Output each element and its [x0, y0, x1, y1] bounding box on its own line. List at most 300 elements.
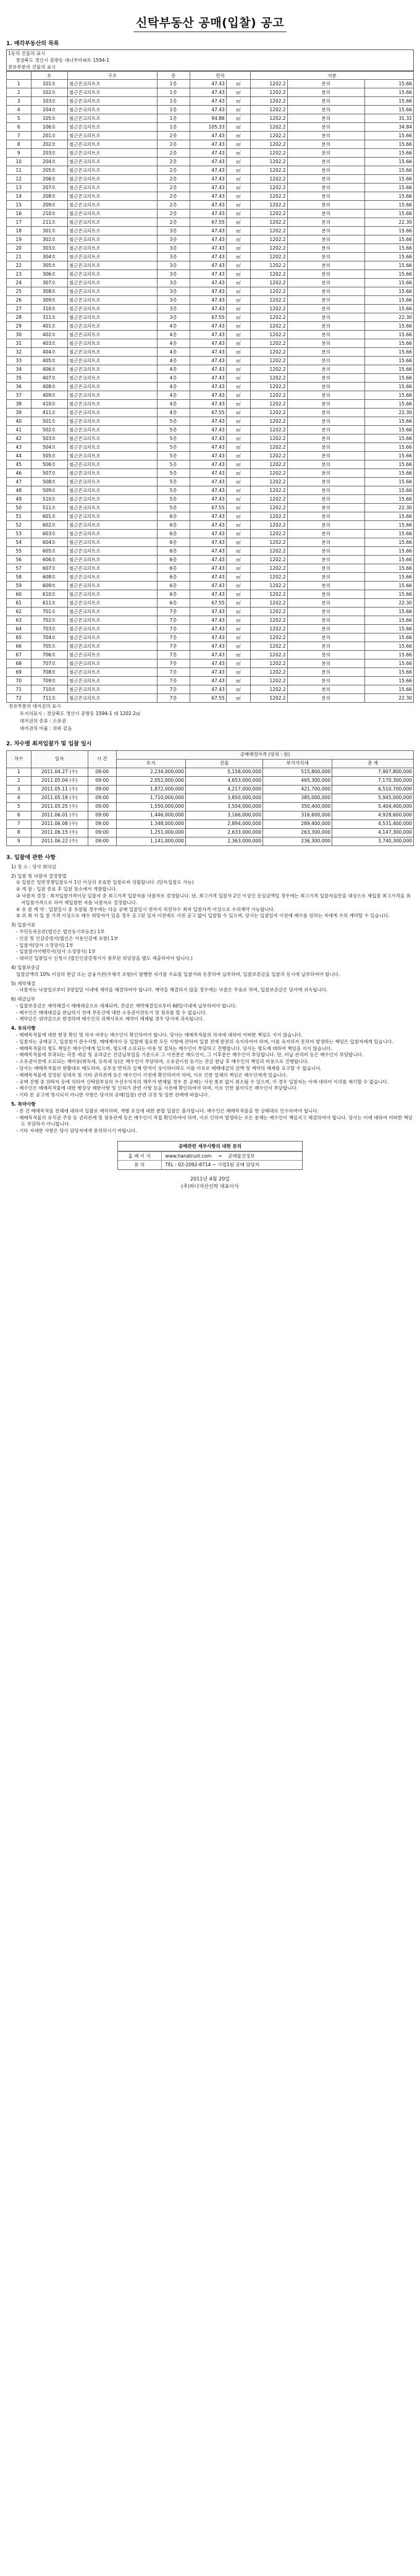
table-cell: 철근콘크리트조: [67, 608, 157, 616]
table-cell: 47.43: [190, 383, 226, 391]
table-cell: 1202.2: [251, 296, 287, 305]
units-header-cell: 구조: [67, 72, 157, 80]
table-cell: ㎡: [226, 357, 251, 365]
table-cell: 69: [7, 668, 32, 677]
table-cell: 1층: [157, 114, 190, 123]
table-cell: 2층: [157, 192, 190, 201]
table-cell: 20: [7, 244, 32, 253]
table-cell: 47.43: [190, 132, 226, 140]
table-cell: 509호: [31, 486, 67, 495]
table-row: [7, 828, 414, 837]
table-cell: 1202.2: [251, 357, 287, 365]
terms-paragraph: - 매매목적물의 유치권 주장 등 권리관계 및 점유관계 등은 매수인이 직접 확인하여야 하며, 이로 인하여 발생하는 모든 문제는 매수인이 책임지고 해결하여야 합니다. 당사는 이에 대하여 어떠한 책임도 부담하지 아니합니다.: [16, 1114, 413, 1127]
table-cell: 62: [7, 608, 32, 616]
terms-paragraph: - 대리인 입찰일시 신청시 (법인인감증명서가 첨부된 위임장을 별도 제출하여야 합니다.): [16, 955, 193, 962]
table-cell: 31.32: [364, 114, 413, 123]
table-cell: 22.30: [364, 694, 413, 703]
table-cell: ㎡: [226, 659, 251, 668]
table-cell: 47.43: [190, 426, 226, 434]
table-cell: 47.43: [190, 192, 226, 201]
table-row: [7, 668, 414, 677]
terms-paragraph: - 소유권이전에 소요되는 제비용(취득세, 등록세 등)은 매수인이 부담하며, 소유권이전 등기는 잔금 완납 후 매수인의 책임과 비용으로 진행합니다.: [16, 1059, 309, 1065]
table-cell: 철근콘크리트조: [67, 651, 157, 659]
table-cell: 분의: [287, 677, 364, 685]
table-cell: 610호: [31, 590, 67, 599]
table-cell: 606호: [31, 556, 67, 564]
table-cell: 47.43: [190, 434, 226, 443]
table-cell: 철근콘크리트조: [67, 192, 157, 201]
table-cell: 분의: [287, 694, 364, 703]
table-cell: 5층: [157, 469, 190, 478]
table-row: [7, 651, 414, 659]
table-cell: 1202.2: [251, 184, 287, 192]
table-cell: 2011.04.27 (수): [31, 768, 88, 776]
table-cell: 철근콘크리트조: [67, 564, 157, 573]
table-cell: 5층: [157, 434, 190, 443]
table-cell: 분의: [287, 235, 364, 244]
table-row: [7, 149, 414, 158]
table-cell: 47.43: [190, 486, 226, 495]
table-cell: 47.43: [190, 642, 226, 651]
table-cell: 철근콘크리트조: [67, 409, 157, 417]
table-cell: 분의: [287, 132, 364, 140]
table-cell: ㎡: [226, 512, 251, 521]
table-cell: 15.66: [364, 270, 413, 279]
table-cell: 철근콘크리트조: [67, 184, 157, 192]
table-cell: 47.43: [190, 140, 226, 149]
table-row: [7, 564, 414, 573]
table-cell: 47: [7, 478, 32, 486]
table-cell: 철근콘크리트조: [67, 685, 157, 694]
table-cell: 47.43: [190, 495, 226, 504]
table-cell: 47.43: [190, 175, 226, 184]
table-cell: 711호: [31, 694, 67, 703]
listing-link[interactable]: 공매물건정보: [228, 1153, 255, 1159]
terms-paragraph: 4. 유의사항: [11, 1025, 36, 1032]
table-cell: 분의: [287, 434, 364, 443]
table-cell: 5층: [157, 417, 190, 426]
table-cell: ㎡: [226, 374, 251, 383]
table-cell: 1202.2: [251, 261, 287, 270]
table-cell: 67.55: [190, 694, 226, 703]
table-cell: 분의: [287, 573, 364, 582]
table-cell: 47.43: [190, 530, 226, 538]
table-cell: ㎡: [226, 434, 251, 443]
terms-paragraph: - 본 건 매매목적물 전체에 대하여 일괄로 매각하며, 개별 호실에 대한 분할 입찰은 불가합니다. 매수인은 매매목적물을 현 상태대로 인수하여야 합니다.: [16, 1108, 319, 1114]
table-cell: 15.66: [364, 391, 413, 400]
table-cell: 6: [7, 811, 32, 820]
table-cell: 철근콘크리트조: [67, 322, 157, 331]
table-cell: 408호: [31, 383, 67, 391]
table-cell: 1202.2: [251, 132, 287, 140]
table-cell: 1202.2: [251, 651, 287, 659]
table-cell: 47.43: [190, 166, 226, 175]
table-cell: ㎡: [226, 573, 251, 582]
table-cell: 701호: [31, 608, 67, 616]
table-cell: ㎡: [226, 244, 251, 253]
table-cell: 47.43: [190, 296, 226, 305]
table-cell: 6층: [157, 556, 190, 564]
table-cell: 1202.2: [251, 313, 287, 322]
table-cell: 503호: [31, 434, 67, 443]
table-cell: 465,300,000: [263, 776, 332, 785]
table-cell: 15.66: [364, 659, 413, 668]
table-row: [7, 768, 414, 776]
table-cell: 15.66: [364, 486, 413, 495]
table-cell: 47.43: [190, 149, 226, 158]
inquiry-heading: 공매관련 세부사항의 대한 문의: [118, 1142, 302, 1151]
table-cell: 6: [7, 123, 32, 132]
table-cell: 6층: [157, 564, 190, 573]
terms-paragraph: ⑤ 위 최 저 입 찰 가격 이상으로 매수 희망자가 있을 경우 공고된 일자 이전에도 사전 공고 없이 입찰할 수 있으며, 당사는 입찰일자 이전에 매수를 원하는 자에게 수의 계약할 수 있습니다.: [16, 913, 390, 919]
table-cell: ㎡: [226, 313, 251, 322]
table-cell: 502호: [31, 426, 67, 434]
table-cell: 12: [7, 175, 32, 184]
table-cell: ㎡: [226, 521, 251, 530]
table-cell: 철근콘크리트조: [67, 659, 157, 668]
table-row: [7, 547, 414, 556]
table-cell: ㎡: [226, 608, 251, 616]
table-cell: 7: [7, 820, 32, 828]
table-cell: 702호: [31, 616, 67, 625]
table-cell: 1202.2: [251, 400, 287, 409]
table-cell: 1202.2: [251, 659, 287, 668]
table-row: [7, 659, 414, 668]
table-cell: 9: [7, 837, 32, 845]
table-cell: 1202.2: [251, 270, 287, 279]
table-cell: 철근콘크리트조: [67, 521, 157, 530]
land-rights-line: 전유부분의 대지권의 표시: [9, 703, 61, 710]
table-row: [7, 80, 414, 88]
table-cell: 47.43: [190, 201, 226, 210]
schedule-subheader-cell: 토지: [116, 759, 185, 768]
table-cell: 09:00: [88, 811, 116, 820]
table-cell: 4,147,300,000: [332, 828, 414, 837]
table-cell: ㎡: [226, 192, 251, 201]
table-cell: 분의: [287, 158, 364, 166]
table-cell: 5,158,000,000: [185, 768, 262, 776]
table-cell: 47.43: [190, 88, 226, 97]
table-cell: 68: [7, 659, 32, 668]
table-cell: 505호: [31, 452, 67, 460]
table-row: [7, 694, 414, 703]
table-cell: ㎡: [226, 279, 251, 287]
table-cell: 404호: [31, 348, 67, 357]
terms-paragraph: - 입찰보증금은 계약체결시 매매대금으로 대체되며, 잔금은 계약체결일로부터 60일이내에 납부하여야 합니다.: [16, 1002, 237, 1009]
table-cell: 분의: [287, 184, 364, 192]
table-cell: 15.66: [364, 530, 413, 538]
table-cell: 47.43: [190, 573, 226, 582]
table-cell: 15.66: [364, 374, 413, 383]
table-cell: 15: [7, 201, 32, 210]
table-row: [7, 253, 414, 261]
table-cell: 분의: [287, 218, 364, 227]
table-cell: 7층: [157, 642, 190, 651]
table-cell: ㎡: [226, 365, 251, 374]
table-cell: 15.66: [364, 80, 413, 88]
table-cell: ㎡: [226, 287, 251, 296]
table-cell: 분의: [287, 210, 364, 218]
table-cell: 분의: [287, 279, 364, 287]
table-cell: 1202.2: [251, 521, 287, 530]
terms-paragraph: 6) 대금납부: [11, 996, 36, 1002]
table-row: [7, 331, 414, 339]
inquiry-table: [118, 1151, 302, 1169]
table-cell: ㎡: [226, 166, 251, 175]
table-cell: 26: [7, 296, 32, 305]
table-cell: 1202.2: [251, 114, 287, 123]
table-cell: 철근콘크리트조: [67, 305, 157, 313]
table-cell: 분의: [287, 495, 364, 504]
table-cell: 5층: [157, 426, 190, 434]
table-cell: 15.66: [364, 443, 413, 452]
table-cell: 3: [7, 97, 32, 106]
table-cell: 56: [7, 556, 32, 564]
table-cell: 14: [7, 192, 32, 201]
table-cell: 4층: [157, 374, 190, 383]
table-cell: ㎡: [226, 495, 251, 504]
table-cell: 1층: [157, 88, 190, 97]
table-cell: ㎡: [226, 114, 251, 123]
table-cell: ㎡: [226, 452, 251, 460]
table-cell: 310호: [31, 305, 67, 313]
table-cell: 302호: [31, 235, 67, 244]
homepage-link[interactable]: www.hanatrust.com: [165, 1153, 212, 1159]
table-cell: 철근콘크리트조: [67, 88, 157, 97]
table-cell: 55: [7, 547, 32, 556]
table-cell: ㎡: [226, 538, 251, 547]
table-cell: 30: [7, 331, 32, 339]
table-cell: 1202.2: [251, 192, 287, 201]
table-cell: 분의: [287, 313, 364, 322]
table-cell: 47.43: [190, 374, 226, 383]
land-rights-line: 대지권의 비율 : 위와 같음: [20, 726, 72, 732]
table-cell: 101호: [31, 80, 67, 88]
table-cell: 1202.2: [251, 253, 287, 261]
table-cell: 5층: [157, 504, 190, 512]
table-cell: 47.43: [190, 357, 226, 365]
table-cell: 15.66: [364, 235, 413, 244]
units-body: [7, 80, 414, 703]
table-row: [7, 582, 414, 590]
table-cell: 309호: [31, 296, 67, 305]
table-cell: 236,300,000: [263, 837, 332, 845]
table-cell: 409호: [31, 391, 67, 400]
table-cell: 1202.2: [251, 88, 287, 97]
table-cell: 15.66: [364, 201, 413, 210]
table-cell: 철근콘크리트조: [67, 374, 157, 383]
table-cell: 203호: [31, 149, 67, 158]
table-cell: ㎡: [226, 677, 251, 685]
table-row: [7, 625, 414, 633]
table-cell: 1202.2: [251, 538, 287, 547]
table-cell: 3층: [157, 261, 190, 270]
table-row: [7, 538, 414, 547]
section-3-heading: 3. 입찰에 관한 사항: [6, 854, 56, 861]
table-cell: 철근콘크리트조: [67, 573, 157, 582]
table-cell: 철근콘크리트조: [67, 201, 157, 210]
table-cell: 47.43: [190, 270, 226, 279]
table-cell: 철근콘크리트조: [67, 235, 157, 244]
table-cell: 3층: [157, 227, 190, 235]
table-cell: 1,348,000,000: [116, 820, 185, 828]
table-cell: 1202.2: [251, 140, 287, 149]
table-cell: ㎡: [226, 149, 251, 158]
table-cell: 분의: [287, 365, 364, 374]
inquiry-row: [118, 1161, 302, 1169]
table-row: [7, 244, 414, 253]
table-cell: 철근콘크리트조: [67, 694, 157, 703]
table-cell: 1202.2: [251, 443, 287, 452]
table-cell: 6층: [157, 512, 190, 521]
table-cell: 22.30: [364, 504, 413, 512]
table-cell: ㎡: [226, 322, 251, 331]
table-cell: 철근콘크리트조: [67, 253, 157, 261]
table-cell: 4: [7, 106, 32, 114]
table-cell: 철근콘크리트조: [67, 227, 157, 235]
table-cell: ㎡: [226, 218, 251, 227]
table-cell: 207호: [31, 184, 67, 192]
table-row: [7, 383, 414, 391]
table-row: [7, 132, 414, 140]
table-cell: 1202.2: [251, 383, 287, 391]
table-cell: 철근콘크리트조: [67, 114, 157, 123]
table-cell: 철근콘크리트조: [67, 339, 157, 348]
table-cell: 7층: [157, 625, 190, 633]
table-cell: ㎡: [226, 391, 251, 400]
table-cell: 6층: [157, 547, 190, 556]
table-cell: 분의: [287, 348, 364, 357]
prop-line: 경상북도 경산시 중방동 대나무아파트 1594-1: [15, 57, 110, 64]
table-cell: 2층: [157, 210, 190, 218]
table-cell: 1202.2: [251, 218, 287, 227]
table-cell: 47.43: [190, 339, 226, 348]
table-cell: 분의: [287, 244, 364, 253]
table-row: [7, 235, 414, 244]
table-cell: 분의: [287, 374, 364, 383]
table-cell: 1202.2: [251, 348, 287, 357]
table-cell: 8: [7, 140, 32, 149]
table-cell: 47.43: [190, 261, 226, 270]
table-cell: 철근콘크리트조: [67, 590, 157, 599]
table-cell: 29: [7, 322, 32, 331]
table-cell: 분의: [287, 253, 364, 261]
table-cell: 32: [7, 348, 32, 357]
table-cell: 분의: [287, 582, 364, 590]
table-cell: 분의: [287, 106, 364, 114]
table-cell: 철근콘크리트조: [67, 443, 157, 452]
table-cell: 2011.06.08 (수): [31, 820, 88, 828]
table-cell: ㎡: [226, 400, 251, 409]
table-cell: 2층: [157, 149, 190, 158]
table-cell: 3,504,000,000: [185, 802, 262, 811]
table-cell: 52: [7, 521, 32, 530]
table-cell: 407호: [31, 374, 67, 383]
table-cell: ㎡: [226, 88, 251, 97]
page-title: 신탁부동산 공매(입찰) 공고: [6, 0, 414, 38]
table-row: [7, 140, 414, 149]
table-cell: 15.66: [364, 452, 413, 460]
arrow-right-icon: →: [217, 1153, 222, 1159]
units-header-cell: 호: [31, 72, 67, 80]
table-cell: 47.43: [190, 322, 226, 331]
table-cell: 2층: [157, 218, 190, 227]
table-cell: 분의: [287, 685, 364, 694]
table-cell: 15.66: [364, 434, 413, 443]
table-cell: 분의: [287, 564, 364, 573]
table-cell: 64: [7, 625, 32, 633]
table-cell: 1202.2: [251, 668, 287, 677]
table-row: [7, 452, 414, 460]
table-cell: 1202.2: [251, 564, 287, 573]
table-cell: 3층: [157, 296, 190, 305]
table-cell: 1202.2: [251, 227, 287, 235]
table-cell: 15.66: [364, 97, 413, 106]
table-cell: 61: [7, 599, 32, 608]
property-description: [6, 49, 414, 71]
table-cell: 분의: [287, 123, 364, 132]
table-cell: 47.43: [190, 158, 226, 166]
table-cell: 철근콘크리트조: [67, 582, 157, 590]
table-cell: 506호: [31, 460, 67, 469]
table-cell: ㎡: [226, 417, 251, 426]
table-cell: 5층: [157, 443, 190, 452]
terms-paragraph: - 공매 진행 중 위탁자 등에 의하여 신탁원부상의 우선수익자의 채무가 변제될 경우 본 공매는 사전 통보 없이 취소될 수 있으며, 이 경우 입찰자는 이에 대하여 이의를 제기할 수 없습니다.: [16, 1078, 389, 1085]
table-cell: 2: [7, 776, 32, 785]
table-cell: 34.84: [364, 123, 413, 132]
table-cell: 09:00: [88, 785, 116, 794]
table-cell: 15.66: [364, 166, 413, 175]
table-cell: 분의: [287, 114, 364, 123]
table-cell: 303호: [31, 244, 67, 253]
table-cell: 16: [7, 210, 32, 218]
table-cell: 6층: [157, 530, 190, 538]
table-cell: ㎡: [226, 504, 251, 512]
table-cell: 3층: [157, 244, 190, 253]
table-cell: 7층: [157, 608, 190, 616]
table-cell: 철근콘크리트조: [67, 244, 157, 253]
table-cell: 철근콘크리트조: [67, 296, 157, 305]
table-cell: 47.43: [190, 547, 226, 556]
table-row: [7, 357, 414, 365]
table-cell: 38: [7, 400, 32, 409]
table-cell: 7,170,300,000: [332, 776, 414, 785]
table-cell: ㎡: [226, 599, 251, 608]
table-cell: 4층: [157, 322, 190, 331]
terms-paragraph: ② 개 찰 : 입찰 종료 후 입찰 장소에서 개찰합니다.: [16, 886, 117, 892]
table-cell: 7층: [157, 685, 190, 694]
table-cell: ㎡: [226, 426, 251, 434]
table-cell: 2011.06.15 (수): [31, 828, 88, 837]
table-cell: ㎡: [226, 106, 251, 114]
table-cell: 2층: [157, 184, 190, 192]
table-cell: 철근콘크리트조: [67, 452, 157, 460]
table-cell: 철근콘크리트조: [67, 279, 157, 287]
table-cell: 7: [7, 132, 32, 140]
table-cell: 15.66: [364, 365, 413, 374]
table-cell: 311호: [31, 313, 67, 322]
table-cell: 15.66: [364, 651, 413, 659]
table-row: [7, 642, 414, 651]
table-cell: 철근콘크리트조: [67, 616, 157, 625]
table-cell: 1202.2: [251, 599, 287, 608]
table-cell: 209호: [31, 201, 67, 210]
table-row: [7, 166, 414, 175]
table-cell: 철근콘크리트조: [67, 400, 157, 409]
terms-paragraph: ③ 낙찰자 결정 : 최저입찰가격이상 입찰자 중 최고가격 입찰자를 낙찰자로 결정합니다. 단, 최고가격 입찰자 2인 이상인 동일금액일 경우에는 최고가격 입찰자들만을 대상으로 재입찰 최고가격을 최저입찰가격으로 하여 재입찰한 자를 낙찰자로 결정합니다.: [16, 892, 411, 905]
table-cell: 1202.2: [251, 547, 287, 556]
table-cell: 1202.2: [251, 582, 287, 590]
